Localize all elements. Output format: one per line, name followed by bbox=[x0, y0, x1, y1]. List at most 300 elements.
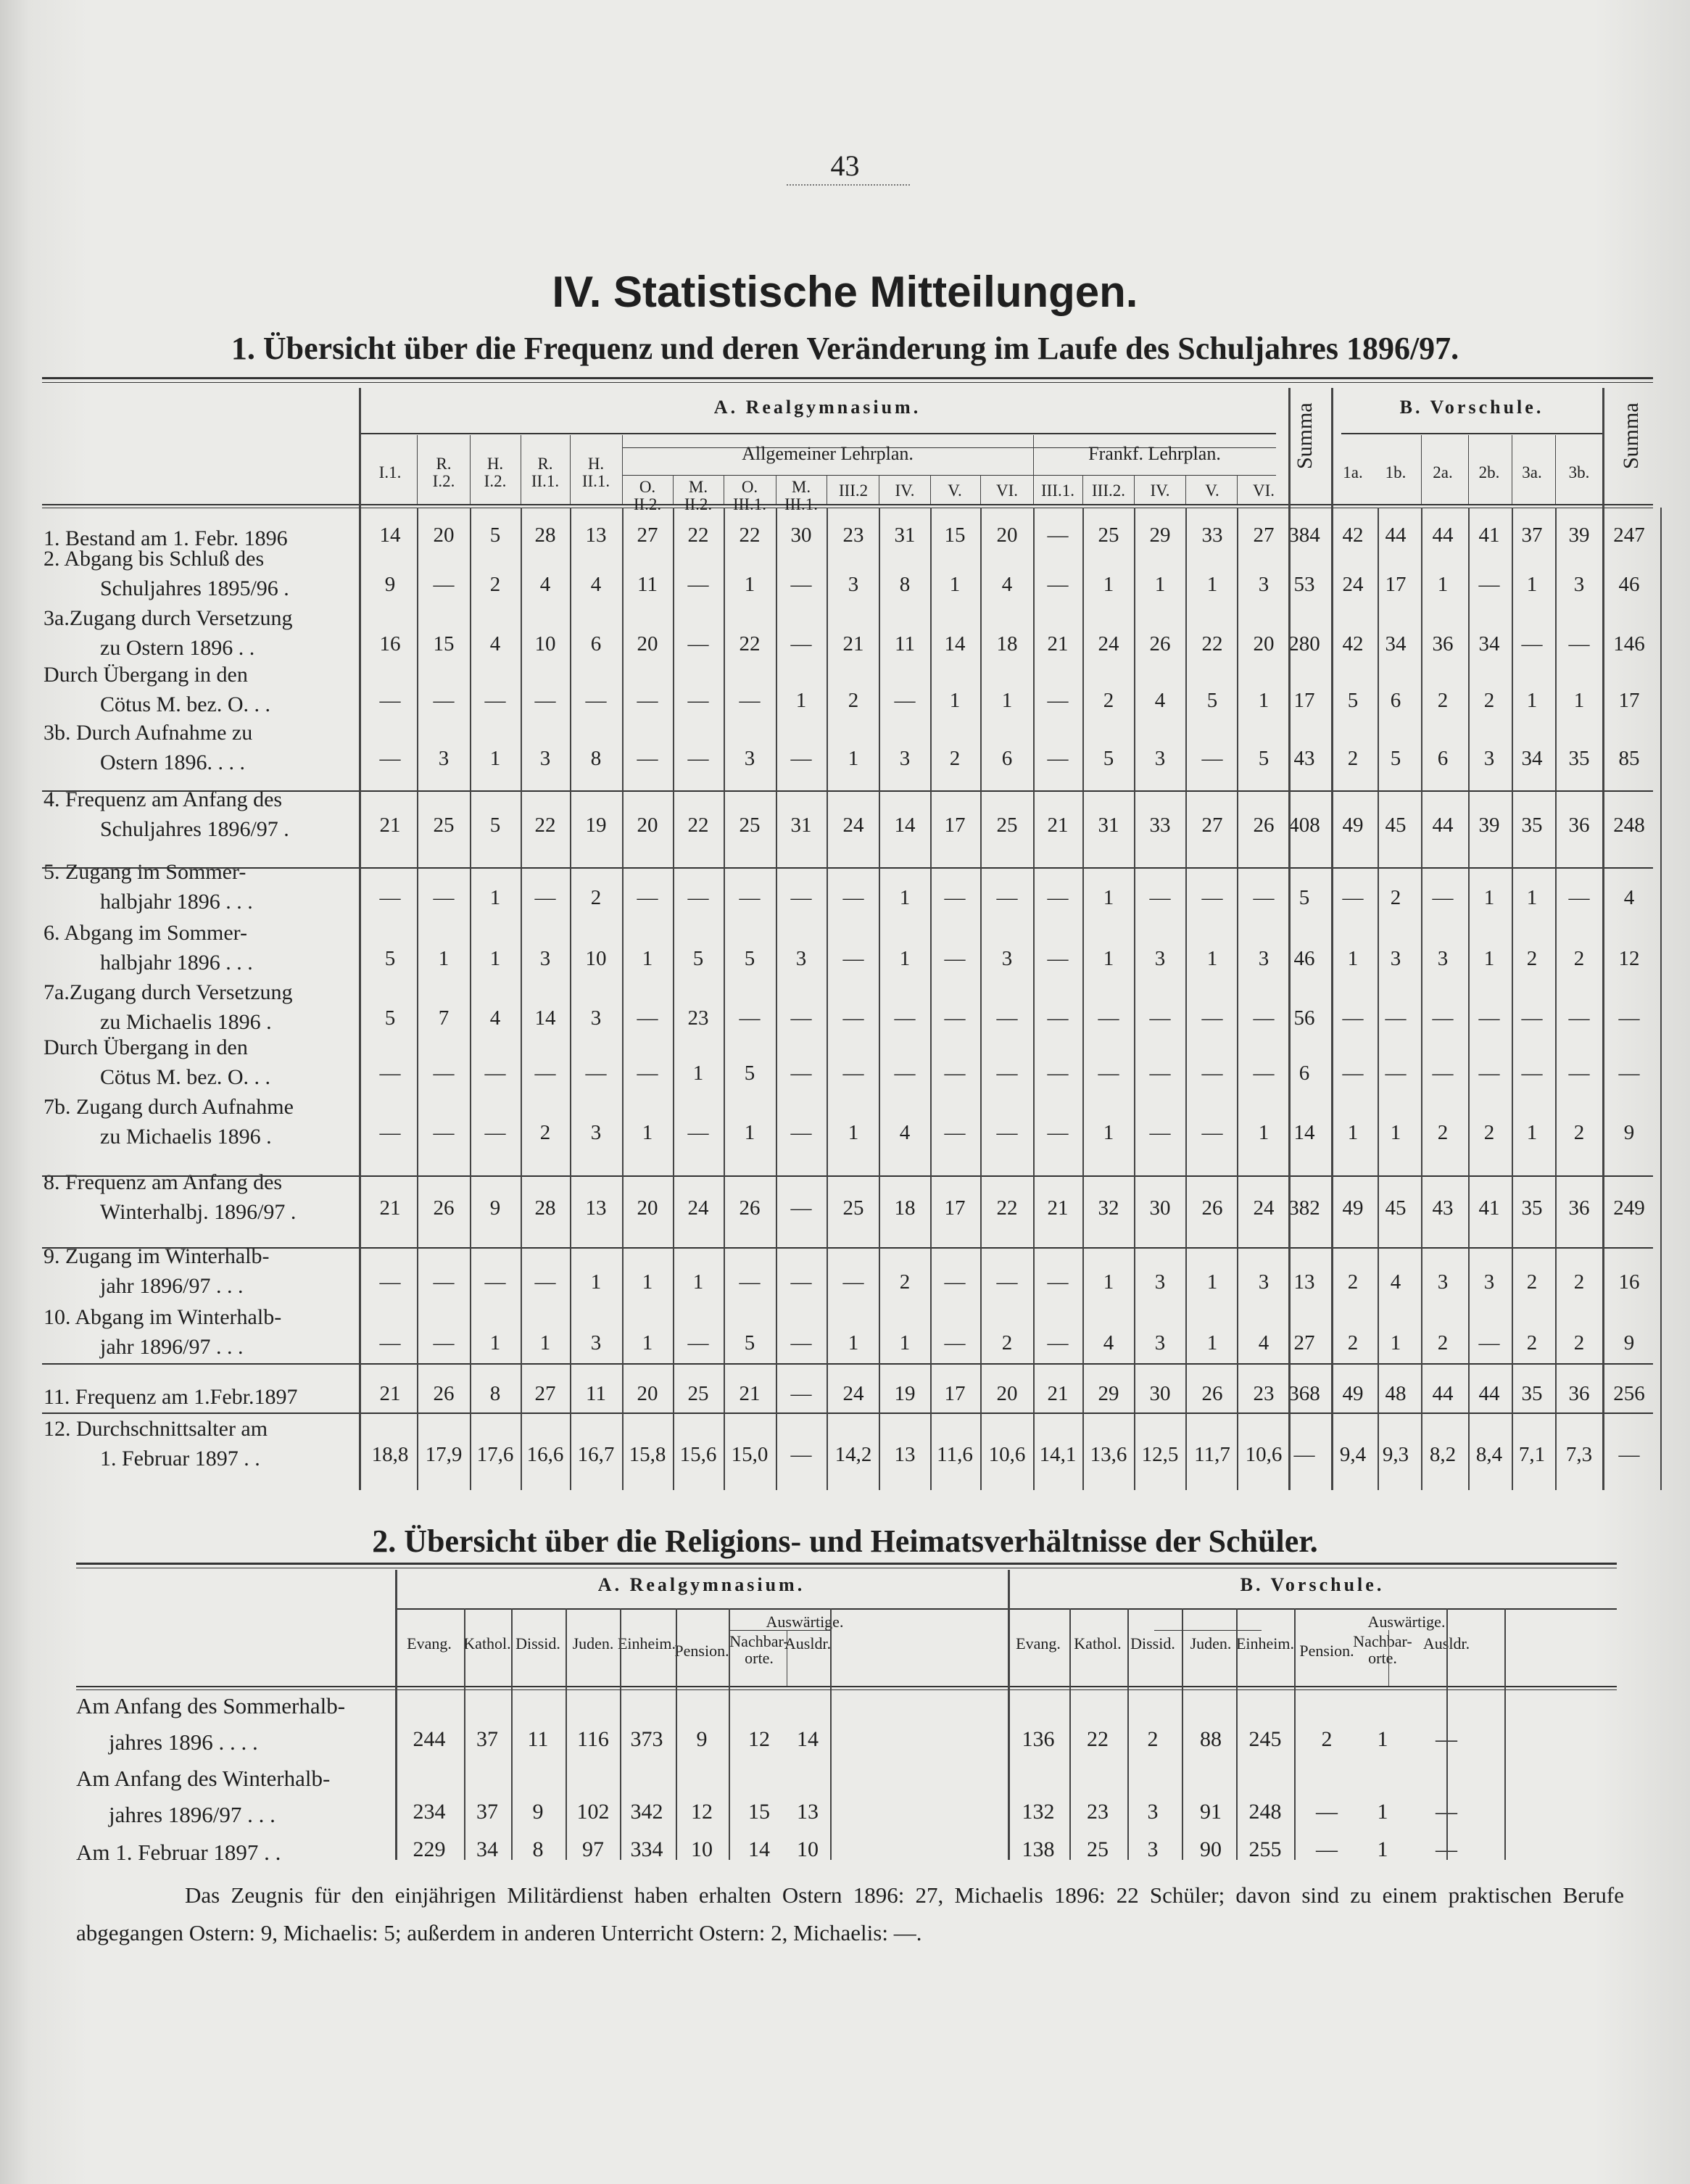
row-label-line: Winterhalbj. 1896/97 . bbox=[100, 1200, 297, 1224]
column-header-a: R. II.1. bbox=[531, 455, 560, 491]
table-cell: 30 bbox=[790, 524, 812, 547]
table-cell: 22 bbox=[996, 1196, 1018, 1220]
table-cell: 9,3 bbox=[1382, 1443, 1409, 1466]
table-cell: 368 bbox=[1288, 1382, 1320, 1405]
table-cell: — bbox=[1478, 1331, 1500, 1354]
table-cell: 21 bbox=[379, 1382, 401, 1405]
table-cell: 1 bbox=[1390, 1331, 1401, 1354]
table-cell: 1 bbox=[1483, 947, 1495, 970]
section1-title: 1. Übersicht über die Frequenz und deren Veränderung im Laufe des Schuljahres 1896/97. bbox=[231, 331, 1459, 366]
table-cell: 21 bbox=[1047, 814, 1069, 837]
column-rule bbox=[521, 508, 522, 1490]
column-rule bbox=[673, 508, 674, 1490]
row-label-line: Durch Übergang in den bbox=[44, 663, 248, 687]
table-cell: — bbox=[996, 886, 1018, 909]
table-cell: 42 bbox=[1342, 632, 1364, 655]
table-cell: — bbox=[944, 886, 966, 909]
table-cell: 3 bbox=[848, 573, 859, 596]
table-cell: — bbox=[1293, 1443, 1315, 1466]
table-cell: 6 bbox=[1437, 747, 1449, 770]
row-label-line: halbjahr 1896 . . . bbox=[100, 951, 253, 975]
table-cell: — bbox=[637, 1006, 658, 1030]
table-cell: 1 bbox=[1347, 1121, 1359, 1144]
table-cell: — bbox=[1047, 947, 1069, 970]
table-cell: — bbox=[1342, 1062, 1364, 1085]
table-cell: 21 bbox=[1047, 632, 1069, 655]
table-cell: 10,6 bbox=[1245, 1443, 1283, 1466]
table-cell: 3 bbox=[1437, 1270, 1449, 1294]
table-cell: 27 bbox=[1201, 814, 1223, 837]
row-label bbox=[44, 1302, 355, 1362]
table-cell: — bbox=[433, 1062, 455, 1085]
t2-cell: 12 bbox=[691, 1800, 713, 1824]
table-cell: 18 bbox=[894, 1196, 916, 1220]
row-label-line: Cötus M. bez. O. . . bbox=[100, 692, 270, 716]
row-label-line: 4. Frequenz am Anfang des bbox=[44, 787, 283, 811]
table-cell: 31 bbox=[894, 524, 916, 547]
t2-column-rule bbox=[1236, 1608, 1238, 1860]
table-cell: 24 bbox=[1253, 1196, 1275, 1220]
table-cell: 20 bbox=[996, 1382, 1018, 1405]
table-cell: 2 bbox=[489, 573, 501, 596]
table-cell: 17 bbox=[944, 1382, 966, 1405]
table-cell: 44 bbox=[1432, 524, 1454, 547]
table-cell: 36 bbox=[1568, 1196, 1590, 1220]
table-cell: 1 bbox=[1347, 947, 1359, 970]
t2-row-label bbox=[76, 1835, 395, 1871]
table-cell: 41 bbox=[1478, 524, 1500, 547]
t2-cell: — bbox=[1436, 1727, 1457, 1751]
table-cell: 25 bbox=[687, 1382, 709, 1405]
group-b-heading: B. Vorschule. bbox=[1399, 397, 1544, 418]
table-cell: 2 bbox=[1347, 1270, 1359, 1294]
allgemeiner-lehrplan: Allgemeiner Lehrplan. bbox=[742, 443, 914, 464]
table-cell: — bbox=[790, 1121, 812, 1144]
column-header-a: V. bbox=[1205, 481, 1219, 500]
table-cell: 1 bbox=[692, 1270, 704, 1294]
column-rule bbox=[930, 508, 932, 1490]
top-rule-thin bbox=[42, 382, 1653, 383]
column-rule bbox=[570, 508, 571, 1490]
table-cell: 248 bbox=[1613, 814, 1645, 837]
t2-row-label bbox=[76, 1761, 395, 1833]
table-cell: 2 bbox=[1437, 689, 1449, 712]
table-cell: 3 bbox=[590, 1006, 602, 1030]
table-cell: 53 bbox=[1293, 573, 1315, 596]
table-cell: 5 bbox=[489, 814, 501, 837]
row-label-line: 9. Zugang im Winterhalb- bbox=[44, 1244, 270, 1268]
table-cell: 13 bbox=[585, 524, 607, 547]
table-cell: — bbox=[1342, 886, 1364, 909]
table-cell: — bbox=[1568, 1062, 1590, 1085]
table-cell: 9,4 bbox=[1339, 1443, 1367, 1466]
t2-cell: 12 bbox=[748, 1727, 770, 1751]
column-header-a: R. I.2. bbox=[432, 455, 455, 491]
table-cell: — bbox=[1432, 886, 1454, 909]
table-cell: 4 bbox=[899, 1121, 911, 1144]
t2-column-header: Evang. bbox=[407, 1634, 452, 1653]
t2-column-rule bbox=[1127, 1608, 1129, 1860]
table-cell: — bbox=[894, 1006, 916, 1030]
table-cell: 36 bbox=[1568, 1382, 1590, 1405]
table-cell: — bbox=[484, 1121, 506, 1144]
table-cell: 3 bbox=[1258, 573, 1269, 596]
table-cell: 1 bbox=[1573, 689, 1585, 712]
table-cell: — bbox=[1047, 747, 1069, 770]
table-cell: 3 bbox=[539, 747, 551, 770]
table-cell: 2 bbox=[848, 689, 859, 712]
table-cell: 146 bbox=[1613, 632, 1645, 655]
column-header-a: M. II.2. bbox=[684, 478, 713, 514]
table-cell: — bbox=[379, 1270, 401, 1294]
table-cell: 1 bbox=[949, 573, 961, 596]
table-cell: 3 bbox=[590, 1121, 602, 1144]
table-cell: 25 bbox=[433, 814, 455, 837]
row-label bbox=[44, 660, 355, 719]
table-cell: 1 bbox=[539, 1331, 551, 1354]
table-cell: 19 bbox=[894, 1382, 916, 1405]
table-cell: 44 bbox=[1478, 1382, 1500, 1405]
t2-column-rule bbox=[1294, 1608, 1296, 1860]
table-cell: — bbox=[484, 1062, 506, 1085]
table-cell: — bbox=[687, 886, 709, 909]
table-cell: — bbox=[944, 947, 966, 970]
subheader-rule bbox=[1237, 475, 1238, 504]
table-cell: — bbox=[790, 632, 812, 655]
row-label bbox=[44, 718, 355, 777]
table-cell: 24 bbox=[1342, 573, 1364, 596]
table-cell: 3 bbox=[744, 747, 755, 770]
table-cell: — bbox=[944, 1062, 966, 1085]
table-cell: 1 bbox=[1103, 1270, 1114, 1294]
t2-cell: — bbox=[1436, 1800, 1457, 1824]
column-rule bbox=[1237, 508, 1238, 1490]
table-cell: 45 bbox=[1385, 1196, 1407, 1220]
table-cell: — bbox=[1201, 1006, 1223, 1030]
table-cell: 1 bbox=[642, 1331, 653, 1354]
column-rule bbox=[1555, 508, 1557, 1490]
t2-cell: 138 bbox=[1022, 1837, 1055, 1861]
table-cell: — bbox=[1342, 1006, 1364, 1030]
t2-cell: 132 bbox=[1022, 1800, 1055, 1824]
t2-column-header: Pension. bbox=[674, 1642, 729, 1660]
table-cell: 27 bbox=[637, 524, 658, 547]
t2-column-header: Pension. bbox=[1299, 1642, 1354, 1660]
table-cell: 29 bbox=[1098, 1382, 1119, 1405]
t2-cell: 22 bbox=[1087, 1727, 1109, 1751]
column-rule bbox=[1378, 508, 1379, 1490]
table-cell: 8,2 bbox=[1429, 1443, 1457, 1466]
t2-cell: 37 bbox=[476, 1727, 498, 1751]
row-label-line: 3a.Zugang durch Versetzung bbox=[44, 606, 293, 630]
table-cell: 45 bbox=[1385, 814, 1407, 837]
t2-column-header: Evang. bbox=[1016, 1634, 1061, 1653]
column-rule bbox=[980, 508, 982, 1490]
column-rule bbox=[776, 508, 777, 1490]
table-cell: 5 bbox=[1390, 747, 1401, 770]
table-cell: — bbox=[790, 1382, 812, 1405]
table-cell: 2 bbox=[1573, 1331, 1585, 1354]
group-b-rule bbox=[1341, 433, 1602, 434]
t2-cell: 245 bbox=[1248, 1727, 1282, 1751]
table-cell: 10 bbox=[534, 632, 556, 655]
table-cell: 1 bbox=[1390, 1121, 1401, 1144]
row-group-rule bbox=[42, 1247, 1653, 1249]
table-cell: — bbox=[687, 747, 709, 770]
table-cell: 17 bbox=[1385, 573, 1407, 596]
row-group-rule bbox=[42, 790, 1653, 792]
table-cell: 26 bbox=[1253, 814, 1275, 837]
row-group-rule bbox=[42, 1175, 1653, 1177]
row-label bbox=[44, 1092, 355, 1151]
table-cell: — bbox=[534, 886, 556, 909]
table-cell: — bbox=[842, 947, 864, 970]
table-cell: 3 bbox=[1258, 1270, 1269, 1294]
t2-cell: 244 bbox=[413, 1727, 446, 1751]
t2-cell: 334 bbox=[630, 1837, 663, 1861]
t2-row-label-line: jahres 1896/97 . . . bbox=[109, 1802, 276, 1827]
table-cell: 5 bbox=[1103, 747, 1114, 770]
table-cell: 2 bbox=[539, 1121, 551, 1144]
row-label-line: Cötus M. bez. O. . . bbox=[100, 1065, 270, 1089]
table-cell: — bbox=[433, 573, 455, 596]
table-cell: 9 bbox=[489, 1196, 501, 1220]
column-header-a: III.2. bbox=[1092, 481, 1125, 500]
table-cell: 1 bbox=[1526, 886, 1538, 909]
page-number-ornament bbox=[787, 184, 910, 186]
table-cell: — bbox=[790, 1443, 812, 1466]
table-cell: — bbox=[637, 886, 658, 909]
t2-column-header: Ausldr. bbox=[784, 1634, 832, 1653]
table-cell: 2 bbox=[949, 747, 961, 770]
table-cell: 4 bbox=[1001, 573, 1013, 596]
table-cell: — bbox=[433, 1270, 455, 1294]
t2-cell: — bbox=[1316, 1837, 1338, 1861]
table-cell: 20 bbox=[637, 1382, 658, 1405]
page-number: 43 bbox=[830, 149, 860, 182]
row-label-line: zu Michaelis 1896 . bbox=[100, 1010, 272, 1034]
t2-auswaertige-a: Auswärtige. bbox=[766, 1613, 844, 1631]
table-cell: 1 bbox=[744, 573, 755, 596]
table-cell: — bbox=[996, 1121, 1018, 1144]
t2-cell: 10 bbox=[797, 1837, 819, 1861]
t2-column-header: Juden. bbox=[1190, 1634, 1232, 1653]
table-cell: 1 bbox=[1483, 886, 1495, 909]
table-cell: 3 bbox=[590, 1331, 602, 1354]
table-cell: 10,6 bbox=[988, 1443, 1026, 1466]
t2-cell: 13 bbox=[797, 1800, 819, 1824]
table-cell: 2 bbox=[1573, 947, 1585, 970]
t2-cell: 234 bbox=[413, 1800, 446, 1824]
table-cell: 10 bbox=[585, 947, 607, 970]
t2-cell: 342 bbox=[630, 1800, 663, 1824]
table-cell: — bbox=[433, 886, 455, 909]
row-label-line: zu Michaelis 1896 . bbox=[100, 1125, 272, 1149]
row-group-rule bbox=[42, 1412, 1653, 1414]
table-cell: 8,4 bbox=[1475, 1443, 1503, 1466]
table-cell: — bbox=[1047, 1331, 1069, 1354]
t2-row-label-line: Am Anfang des Sommerhalb- bbox=[76, 1693, 346, 1718]
row-label-line: 11. Frequenz am 1.Febr.1897 bbox=[44, 1385, 298, 1409]
table-cell: — bbox=[1047, 1121, 1069, 1144]
table-cell: 34 bbox=[1521, 747, 1543, 770]
table-cell: 44 bbox=[1385, 524, 1407, 547]
table-cell: — bbox=[790, 1196, 812, 1220]
table-cell: 7,1 bbox=[1518, 1443, 1546, 1466]
column-rule bbox=[1602, 388, 1604, 1490]
t2-column-rule bbox=[1504, 1608, 1506, 1860]
table-cell: 3 bbox=[1154, 947, 1166, 970]
t2-cell: 34 bbox=[476, 1837, 498, 1861]
t2-cell: 1 bbox=[1377, 1837, 1388, 1861]
header-column-rule-b bbox=[1555, 435, 1556, 504]
table-cell: 26 bbox=[1149, 632, 1171, 655]
table-cell: 28 bbox=[534, 1196, 556, 1220]
table-cell: — bbox=[790, 886, 812, 909]
table-cell: 247 bbox=[1613, 524, 1645, 547]
table-cell: 1 bbox=[899, 886, 911, 909]
t2-row-label-line: jahres 1896 . . . . bbox=[109, 1729, 258, 1755]
table-cell: 3 bbox=[1483, 747, 1495, 770]
t2-cell: 14 bbox=[748, 1837, 770, 1861]
table-cell: 3 bbox=[795, 947, 807, 970]
table-cell: 25 bbox=[842, 1196, 864, 1220]
row-group-rule bbox=[42, 1363, 1653, 1365]
table-cell: — bbox=[1385, 1062, 1407, 1085]
table-cell: — bbox=[842, 886, 864, 909]
column-header-a: III.1. bbox=[1041, 481, 1074, 500]
table-cell: 31 bbox=[1098, 814, 1119, 837]
table-cell: 1 bbox=[1206, 1331, 1218, 1354]
table-cell: 20 bbox=[1253, 632, 1275, 655]
subheader-rule bbox=[980, 475, 981, 504]
table-cell: 35 bbox=[1521, 814, 1543, 837]
table-cell: — bbox=[637, 1062, 658, 1085]
summa-b-heading: Summa bbox=[1619, 402, 1643, 469]
t2-cell: 11 bbox=[527, 1727, 549, 1751]
table-cell: 24 bbox=[687, 1196, 709, 1220]
t2-column-rule bbox=[1446, 1608, 1448, 1860]
table-cell: — bbox=[379, 886, 401, 909]
column-header-b: 2b. bbox=[1478, 463, 1500, 481]
t2-column-rule bbox=[566, 1608, 567, 1860]
table-cell: — bbox=[687, 632, 709, 655]
t2-ausw-rule-b bbox=[1154, 1630, 1262, 1631]
table-cell: 6 bbox=[1298, 1062, 1310, 1085]
table-cell: — bbox=[379, 747, 401, 770]
table-cell: 15,8 bbox=[629, 1443, 666, 1466]
row-label bbox=[44, 603, 355, 663]
table-cell: 23 bbox=[842, 524, 864, 547]
row-label-line: 6. Abgang im Sommer- bbox=[44, 921, 248, 945]
table-cell: 21 bbox=[1047, 1196, 1069, 1220]
table-cell: 44 bbox=[1432, 814, 1454, 837]
t2-column-rule bbox=[464, 1608, 465, 1860]
table-cell: 21 bbox=[1047, 1382, 1069, 1405]
table-cell: 85 bbox=[1618, 747, 1640, 770]
table-cell: 5 bbox=[384, 1006, 396, 1030]
row-label-line: 5. Zugang im Sommer- bbox=[44, 860, 247, 884]
t2-cell: 25 bbox=[1087, 1837, 1109, 1861]
table-cell: 8 bbox=[489, 1382, 501, 1405]
column-rule bbox=[1082, 508, 1084, 1490]
table-cell: — bbox=[1047, 689, 1069, 712]
table-cell: 5 bbox=[1258, 747, 1269, 770]
table-cell: — bbox=[1618, 1443, 1640, 1466]
table-cell: 15,6 bbox=[679, 1443, 717, 1466]
table-cell: 6 bbox=[590, 632, 602, 655]
table-cell: 20 bbox=[637, 814, 658, 837]
t2-column-header: Kathol. bbox=[463, 1634, 511, 1653]
table-cell: 1 bbox=[744, 1121, 755, 1144]
table-cell: 1 bbox=[1258, 1121, 1269, 1144]
table-cell: 46 bbox=[1293, 947, 1315, 970]
table-cell: 49 bbox=[1342, 1196, 1364, 1220]
t2-row-label-line: Am 1. Februar 1897 . . bbox=[76, 1840, 281, 1865]
table-cell: — bbox=[1568, 1006, 1590, 1030]
table-cell: 35 bbox=[1521, 1196, 1543, 1220]
table-cell: 1 bbox=[848, 1331, 859, 1354]
table-cell: 1 bbox=[1103, 1121, 1114, 1144]
table-cell: — bbox=[790, 1006, 812, 1030]
table-cell: 3 bbox=[438, 747, 450, 770]
table-cell: 33 bbox=[1201, 524, 1223, 547]
t2-column-rule bbox=[1182, 1608, 1183, 1860]
column-header-a: O. II.2. bbox=[633, 478, 662, 514]
table-cell: 42 bbox=[1342, 524, 1364, 547]
table-cell: — bbox=[996, 1006, 1018, 1030]
table-cell: — bbox=[790, 1331, 812, 1354]
t2-cell: 15 bbox=[748, 1800, 770, 1824]
subheader-rule bbox=[1082, 475, 1083, 504]
summa-a-heading: Summa bbox=[1293, 402, 1317, 469]
table-cell: 44 bbox=[1432, 1382, 1454, 1405]
table-cell: 22 bbox=[534, 814, 556, 837]
t2-cell: 3 bbox=[1147, 1800, 1159, 1824]
t2-cell: 88 bbox=[1200, 1727, 1222, 1751]
subheader-rule bbox=[930, 475, 931, 504]
table-cell: 14 bbox=[1293, 1121, 1315, 1144]
column-rule bbox=[1033, 508, 1035, 1490]
table-cell: 1 bbox=[1103, 573, 1114, 596]
table-cell: 1 bbox=[1206, 573, 1218, 596]
table-cell: 14 bbox=[379, 524, 401, 547]
table-cell: 11 bbox=[586, 1382, 606, 1405]
column-header-a: IV. bbox=[1150, 481, 1170, 500]
t2-column-header: Nachbar- orte. bbox=[729, 1632, 789, 1668]
table-cell: 5 bbox=[692, 947, 704, 970]
column-header-b: 3b. bbox=[1568, 463, 1590, 481]
table-cell: — bbox=[687, 1331, 709, 1354]
table-cell: 2 bbox=[590, 886, 602, 909]
table-cell: 3 bbox=[1154, 747, 1166, 770]
table-cell: 3 bbox=[1154, 1270, 1166, 1294]
table-cell: — bbox=[1478, 1006, 1500, 1030]
t2-cell: 3 bbox=[1147, 1837, 1159, 1861]
t2-column-rule bbox=[1008, 1570, 1010, 1860]
table-cell: — bbox=[1568, 886, 1590, 909]
table-cell: — bbox=[585, 1062, 607, 1085]
table-cell: 16 bbox=[379, 632, 401, 655]
t2-cell: 248 bbox=[1248, 1800, 1282, 1824]
row-label-line: jahr 1896/97 . . . bbox=[100, 1274, 244, 1298]
table-cell: 27 bbox=[1253, 524, 1275, 547]
table-cell: 1 bbox=[949, 689, 961, 712]
header-column-rule bbox=[417, 435, 418, 504]
t2-header-bottom-rule bbox=[76, 1686, 1617, 1687]
table-cell: 2 bbox=[1483, 689, 1495, 712]
t2-cell: 102 bbox=[576, 1800, 610, 1824]
